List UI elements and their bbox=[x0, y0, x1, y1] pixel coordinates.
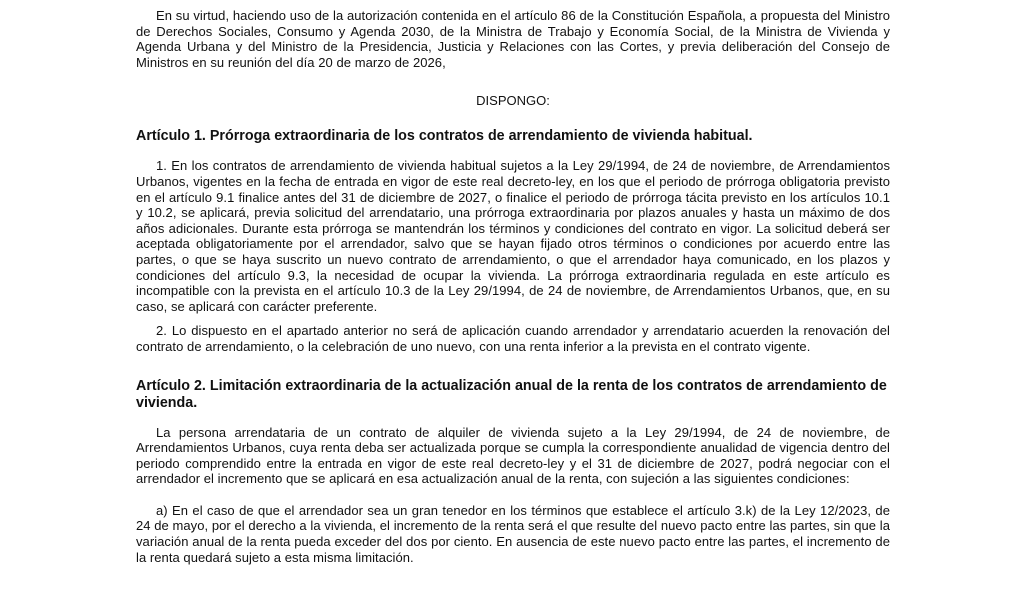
article-1-title: Artículo 1. Prórroga extraordinaria de los contratos de arrendamiento de vivienda habitual. bbox=[136, 128, 753, 145]
article-1-paragraph-1: 1. En los contratos de arrendamiento de vivienda habitual sujetos a la Ley 29/1994, de 24 de noviembre, de Arrendamientos Urbanos, vigentes en la fecha de entrada en vigor de este real decreto-ley, en los que el periodo de prórroga obligatoria previsto en el artículo 9.1 finalice antes del 31 de diciembre de 2027, o finalice el periodo de prórroga tácita previsto en los artículos 10.1 y 10.2, se aplicará, previa solicitud del arrendatario, una prórroga extraordinaria por plazos anuales y hasta un máximo de dos años adicionales. Durante esta prórroga se mantendrán los términos y condiciones del contrato en vigor. La solicitud deberá ser aceptada obligatoriamente por el arrendador, salvo que se hayan fijado otros términos o condiciones por acuerdo entre las partes, o que se haya suscrito un nuevo contrato de arrendamiento, o que el arrendador haya comunicado, en los plazos y condiciones del artículo 9.3, la necesidad de ocupar la vivienda. La prórroga extraordinaria regulada en este artículo es incompatible con la prevista en el artículo 10.3 de la Ley 29/1994, de 24 de noviembre, de Arrendamientos Urbanos, que, en su caso, se aplicará con carácter preferente. bbox=[136, 158, 890, 314]
article-2-title: Artículo 2. Limitación extraordinaria de la actualización anual de la renta de los contratos de arrendamiento de vivienda. bbox=[136, 377, 887, 411]
article-2-paragraph-1: La persona arrendataria de un contrato de alquiler de vivienda sujeto a la Ley 29/1994, de 24 de noviembre, de Arrendamientos Urbanos, cuya renta deba ser actualizada porque se cumpla la correspondiente anualidad de vigencia dentro del periodo comprendido entre la entrada en vigor de este real decreto-ley y el 31 de diciembre de 2027, podrá negociar con el arrendador el incremento que se aplicará en esa actualización anual de la renta, con sujeción a las siguientes condiciones: bbox=[136, 424, 890, 487]
intro-paragraph: En su virtud, haciendo uso de la autorización contenida en el artículo 86 de la Constitución Española, a propuesta del Ministro de Derechos Sociales, Consumo y Agenda 2030, de la Ministra de Trabajo y Economía Social, de la Ministra de Vivienda y Agenda Urbana y del Ministro de la Presidencia, Justicia y Relaciones con las Cortes, y previa deliberación del Consejo de Ministros en su reunión del día 20 de marzo de 2026, bbox=[136, 8, 890, 70]
article-1-paragraph-2: 2. Lo dispuesto en el apartado anterior no será de aplicación cuando arrendador y arrendatario acuerden la renovación del contrato de arrendamiento, o la celebración de uno nuevo, con una renta inferior a la prevista en el contrato vigente. bbox=[136, 323, 890, 354]
article-2-item-a: a) En el caso de que el arrendador sea un gran tenedor en los términos que establece el artículo 3.k) de la Ley 12/2023, de 24 de mayo, por el derecho a la vivienda, el incremento de la renta será el que resulte del nuevo pacto entre las partes, sin que la variación anual de la renta pueda exceder del dos por ciento. En ausencia de este nuevo pacto entre las partes, el incremento de la renta quedará sujeto a esta misma limitación. bbox=[136, 502, 890, 565]
dispongo-heading: DISPONGO: bbox=[476, 93, 550, 109]
document-body bbox=[136, 8, 890, 565]
